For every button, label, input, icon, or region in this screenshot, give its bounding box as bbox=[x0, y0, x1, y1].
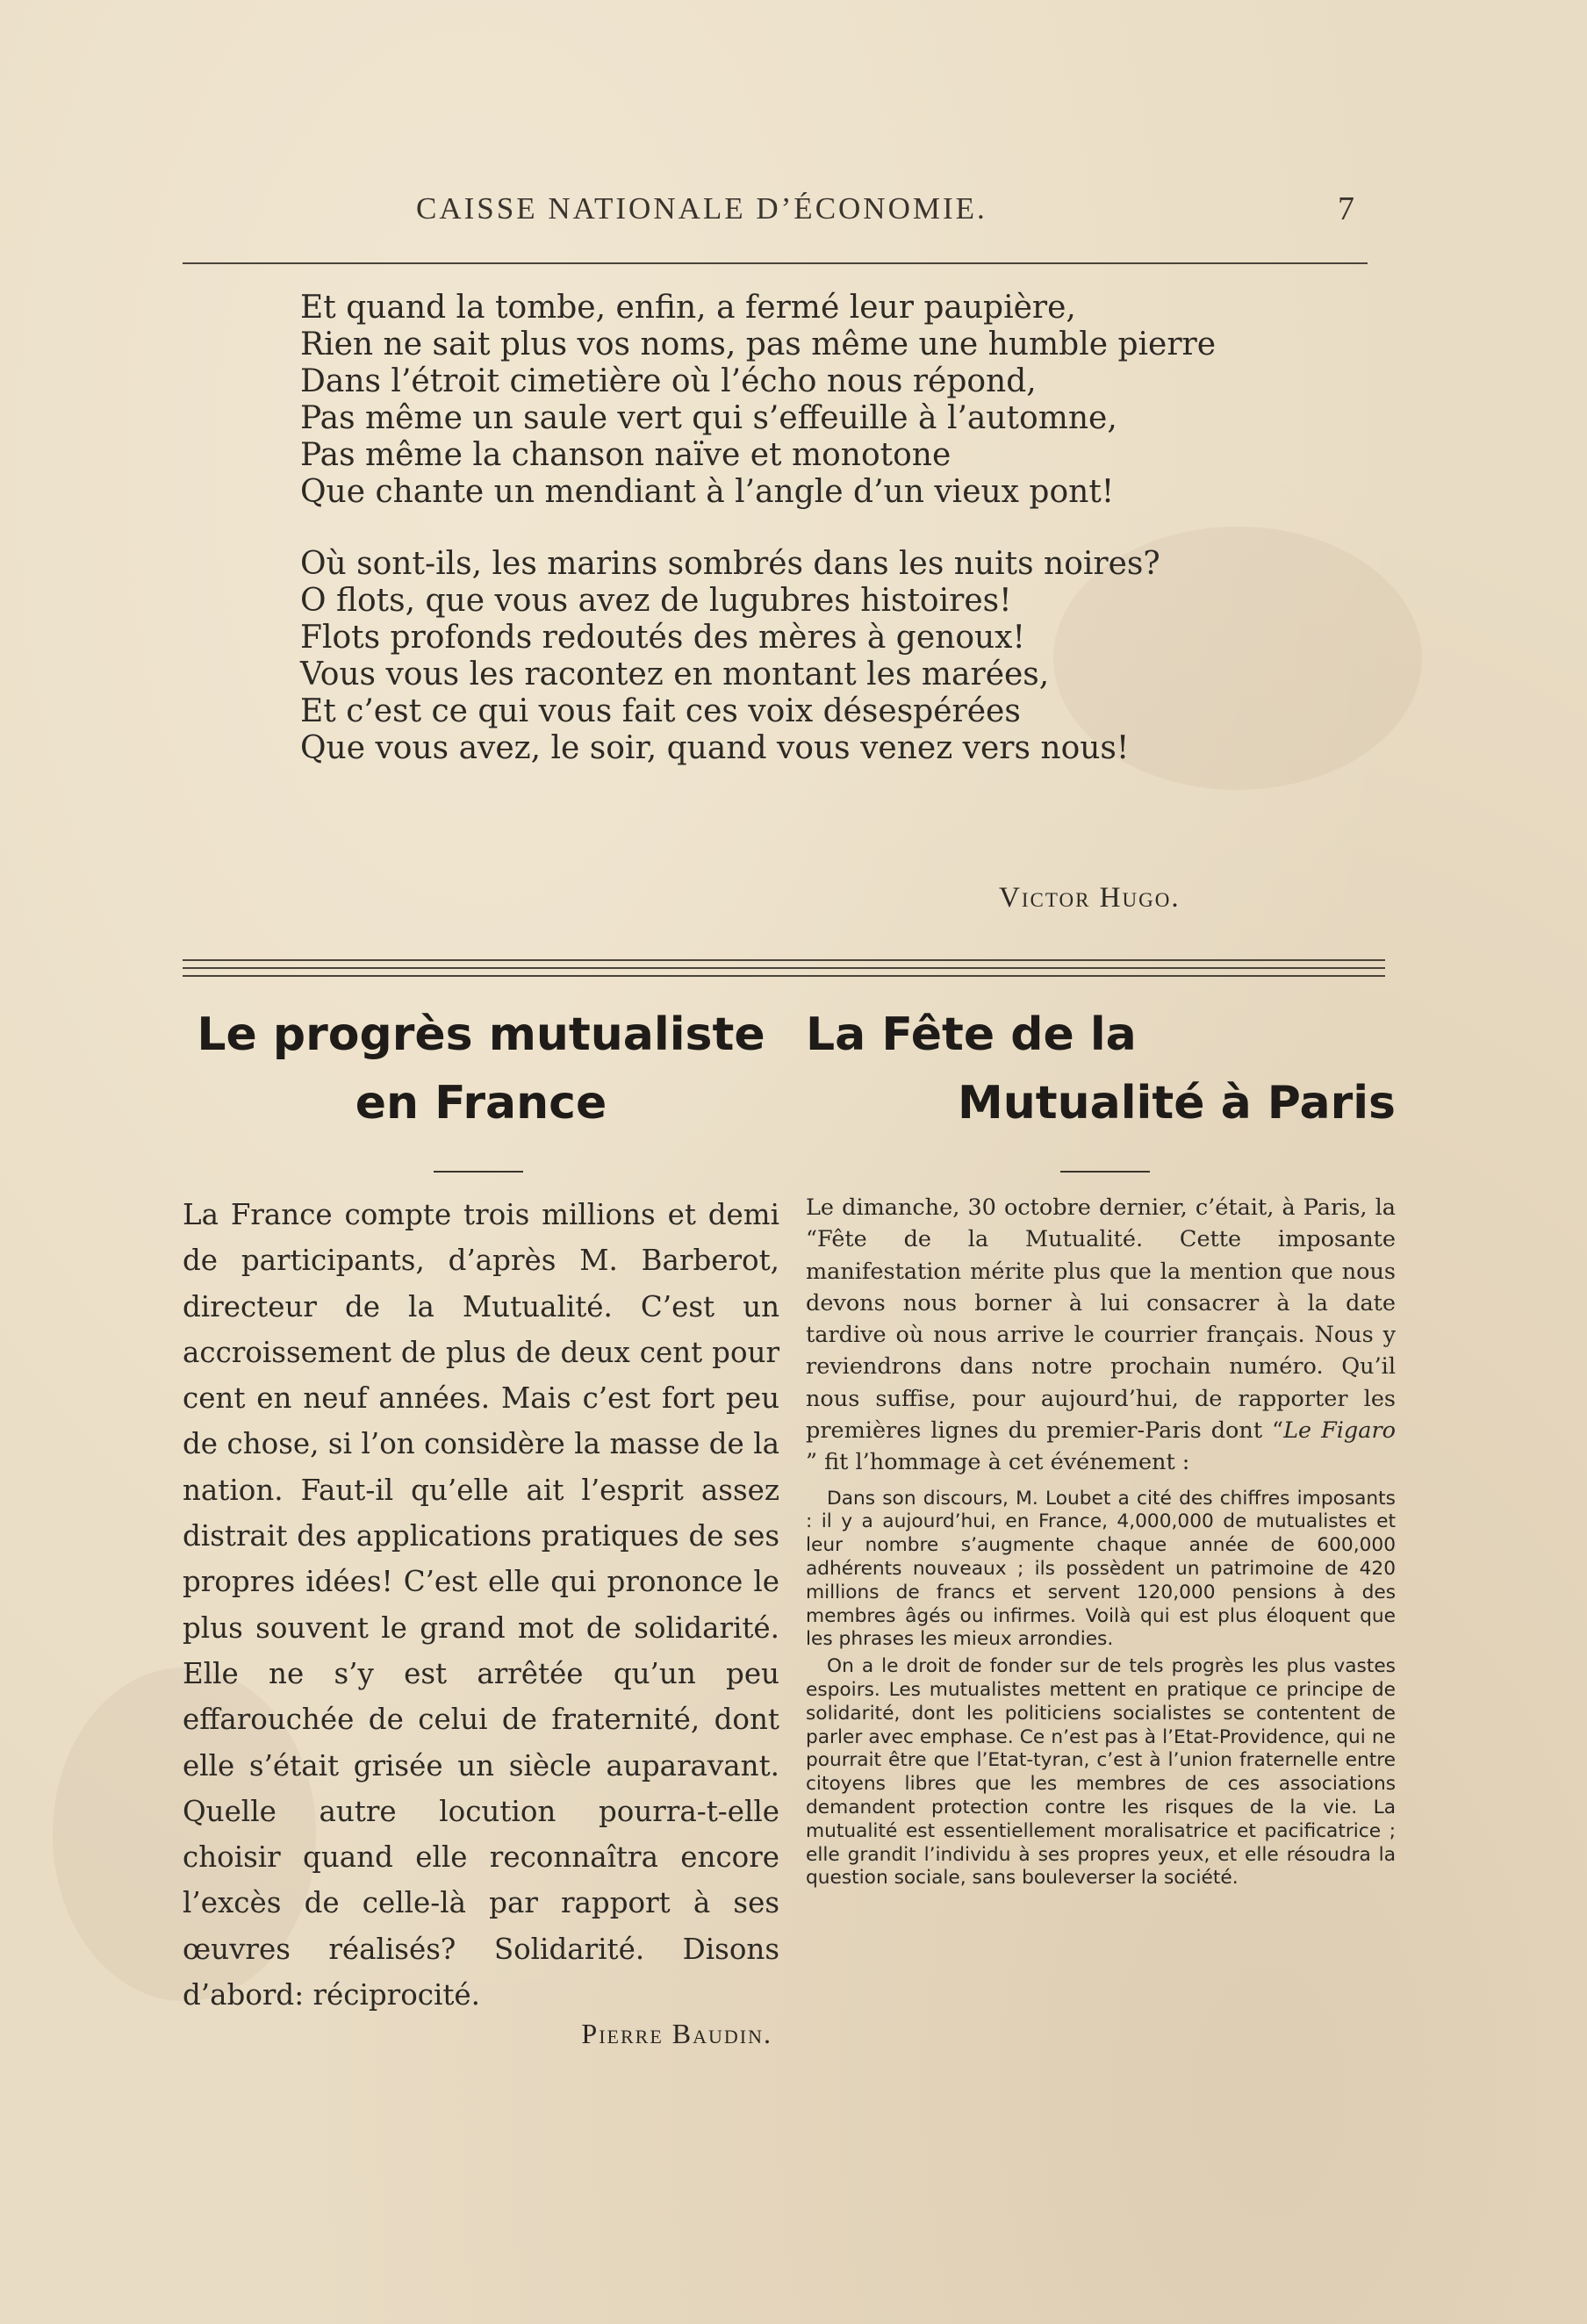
poem-verse: Dans l’étroit cimetière où l’écho nous répond, bbox=[300, 363, 1037, 399]
page-number: 7 bbox=[1338, 190, 1354, 227]
poem-verse: Pas même un saule vert qui s’effeuille à l’automne, bbox=[300, 400, 1117, 436]
poem-verse: Que vous avez, le soir, quand vous venez vers nous! bbox=[300, 730, 1130, 766]
poem bbox=[300, 290, 1301, 802]
poem-verse: Où sont-ils, les marins sombrés dans les nuits noires? bbox=[300, 546, 1160, 582]
quoted-excerpt bbox=[806, 1488, 1396, 1891]
poem-verse: Flots profonds redoutés des mères à genoux! bbox=[300, 620, 1025, 656]
poem-verse: O flots, que vous avez de lugubres histoires! bbox=[300, 583, 1012, 619]
newspaper-name: Le Figaro bbox=[1283, 1417, 1396, 1445]
left-article-byline: Pierre Baudin. bbox=[581, 2018, 772, 2050]
title-rule bbox=[1060, 1171, 1150, 1173]
title-line: Mutualité à Paris bbox=[957, 1077, 1396, 1130]
poem-verse: Que chante un mendiant à l’angle d’un vieux pont! bbox=[300, 474, 1115, 510]
title-line: La Fête de la bbox=[806, 1008, 1137, 1061]
poem-verse: Et c’est ce qui vous fait ces voix désespérées bbox=[300, 693, 1021, 729]
poem-verse: Et quand la tombe, enfin, a fermé leur paupière, bbox=[300, 290, 1076, 326]
left-article bbox=[183, 1001, 779, 2050]
left-article-body: La France compte trois millions et demi de participants, d’après M. Barberot, directeur de la Mutualité. C’est un accroissement de plus de deux cent pour cent en neuf années. Mais c’est fort peu de chose, si l’on considère la masse de la nation. Faut-il qu’elle ait l’esprit assez distrait des applications pratiques de ses propres idées! C’est elle qui prononce le plus souvent le grand mot de solidarité. Elle ne s’y est arrêtée qu’un peu effarouchée de celui de fraternité, dont elle s’était grisée un siècle auparavant. Quelle autre locution pourra-t-elle choisir quand elle reconnaîtra encore l’excès de celle-là par rapport à ses œuvres réalisés? Solidarité. Disons d’abord: réciprocité. bbox=[183, 1198, 779, 2012]
header-rule bbox=[183, 262, 1368, 264]
right-article-title bbox=[806, 1001, 1396, 1137]
title-line: en France bbox=[355, 1077, 607, 1130]
running-title: CAISSE NATIONALE D’ÉCONOMIE. bbox=[416, 191, 987, 226]
quote-paragraph: On a le droit de fonder sur de tels progrès les plus vastes espoirs. Les mutualistes mettent en pratique ce principe de solidarité, dont les politiciens socialistes se contentent de parler avec emphase. Ce n’est pas à l’Etat-Providence, qui ne pourrait être que l’Etat-tyran, c’est à l’union fraternelle entre citoyens libres que les membres de ces associations demandent protection contre les risques de la vie. La mutualité est essentiellement moralisatrice et pacificatrice ; elle grandit l’individu à ses propres yeux, et elle résoudra la question sociale, sans bouleverser la société. bbox=[806, 1655, 1396, 1890]
section-rule bbox=[183, 967, 1385, 969]
title-rule bbox=[434, 1171, 523, 1173]
poem-stanza bbox=[300, 290, 1301, 511]
left-article-title bbox=[183, 1001, 779, 1137]
right-article-body bbox=[806, 1192, 1396, 1479]
poem-verse: Pas même la chanson naïve et monotone bbox=[300, 437, 951, 473]
body-text: Le dimanche, 30 octobre dernier, c’était, à Paris, la “Fête de la Mutualité. Cette imposante manifestation mérite plus que la mention que nous devons nous borner à lui consacrer à la date tardive où nous arrive le courrier français. Nous y reviendrons dans notre prochain numéro. Qu’il nous suffise, pour aujourd’hui, de rapporter les premières lignes du premier-Paris dont “ bbox=[806, 1194, 1396, 1445]
poem-verse: Rien ne sait plus vos noms, pas même une humble pierre bbox=[300, 326, 1217, 362]
title-line: Le progrès mutualiste bbox=[197, 1008, 765, 1061]
section-rule bbox=[183, 959, 1385, 961]
body-text: ” fit l’hommage à cet événement : bbox=[806, 1449, 1190, 1476]
poem-verse: Vous vous les racontez en montant les marées, bbox=[300, 656, 1050, 692]
poem-author: Victor Hugo. bbox=[999, 882, 1181, 914]
section-rule bbox=[183, 975, 1385, 977]
quote-paragraph: Dans son discours, M. Loubet a cité des chiffres imposants : il y a aujourd’hui, en France, 4,000,000 de mutualistes et leur nombre s’augmente chaque année de 600,000 adhérents nouveaux ; ils possèdent un patrimoine de 420 millions de francs et servent 120,000 pensions à des membres âgés ou infirmes. Voilà qui est plus éloquent que les phrases les mieux arrondies. bbox=[806, 1487, 1396, 1651]
right-article bbox=[806, 1001, 1396, 1894]
poem-stanza bbox=[300, 546, 1301, 767]
